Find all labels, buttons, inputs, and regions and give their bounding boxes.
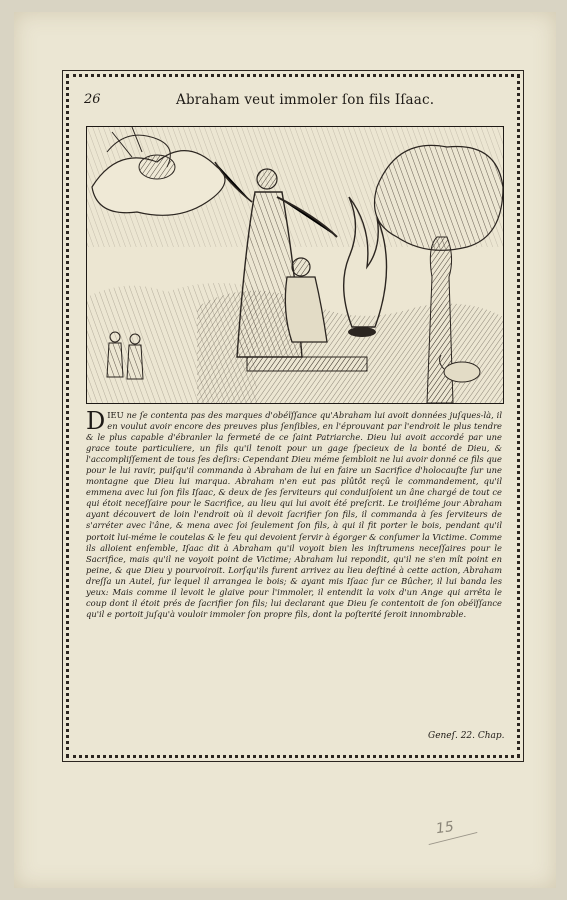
body-paragraph: ne ſe contenta pas des marques d'obéïſſance qu'Abraham lui avoit données juſques-là, il en voulut avoir encore des preuves plus ſenſibles, en l'éprouvant par l'endroit le plus tendre & le plus capable d'ébranler la fermeté de ce ſaint Patriarche. Dieu lui avoit accordé par une grace toute particuliere, un fils qu'il tenoit pour un gage ſpecieux de la bonté de Dieu, & l'accompliſſement de tous ſes deſirs: Cependant Dieu méme ſembloit ne lui avoir donné ce fils que pour le lui ravir, puiſqu'il commanda à Abraham de lui en faire un Sacrifice d'holocauſte ſur une montagne que Dieu lui marqua. Abraham n'en eut pas plûtôt reçû le commandement, qu'il emmena avec lui ſon fils Iſaac, & deux de ſes ſerviteurs qui conduiſoient un âne chargé de tout ce qui étoit neceſſaire pour le Sacrifice, au lieu qui lui avoit été preſcrit. Le troiſiéme jour Abraham ayant découvert de loin l'endroit où il devoit ſacrifier ſon fils, il commanda à ſes ſerviteurs de s'arréter avec l'âne, & mena avec ſoi ſeulement ſon fils, à qui il fit porter le bois, pendant qu'il portoit lui-méme le coutelas & le feu qui devoient ſervir à égorger & conſumer la Victime. Comme ils alloient enſemble, Iſaac dit à Abraham qu'il voyoit bien les inſtrumens neceſſaires pour le Sacrifice, mais qu'il ne voyoit point de Victime; Abraham lui repondit, qu'il ne s'en mît point en peine, & que Dieu y pourvoiroit. Lorſqu'ils furent arrivez au lieu deſtiné à cette action, Abraham dreſſa un Autel, ſur lequel il arrangea le bois; & ayant mis Iſaac ſur ce Bûcher, il lui banda les yeux: Mais comme il levoit le glaive pour l'immoler, il entendit la voix d'un Ange qui arrêta le coup dont il étoit prés de ſacrifier ſon fils; lui declarant que Dieu ſe contentoit de ſon obéïſſance qu'il e portoit juſqu'à vouloir immoler ſon propre fils, dont la poſterité ſeroit innombrable.: [86, 410, 502, 619]
page-number: 26: [84, 92, 101, 107]
chapter-title: Abraham veut immoler ſon fils Iſaac.: [176, 92, 435, 108]
drop-cap-rest: IEU: [107, 410, 124, 420]
scripture-reference: Geneſ. 22. Chap.: [428, 731, 505, 741]
body-text: [86, 407, 502, 620]
pencil-annotation: 15: [434, 818, 455, 838]
woodcut-illustration: [86, 126, 504, 404]
woodcut-sacrifice-of-isaac-icon: [87, 127, 503, 403]
drop-cap: D: [86, 407, 106, 435]
